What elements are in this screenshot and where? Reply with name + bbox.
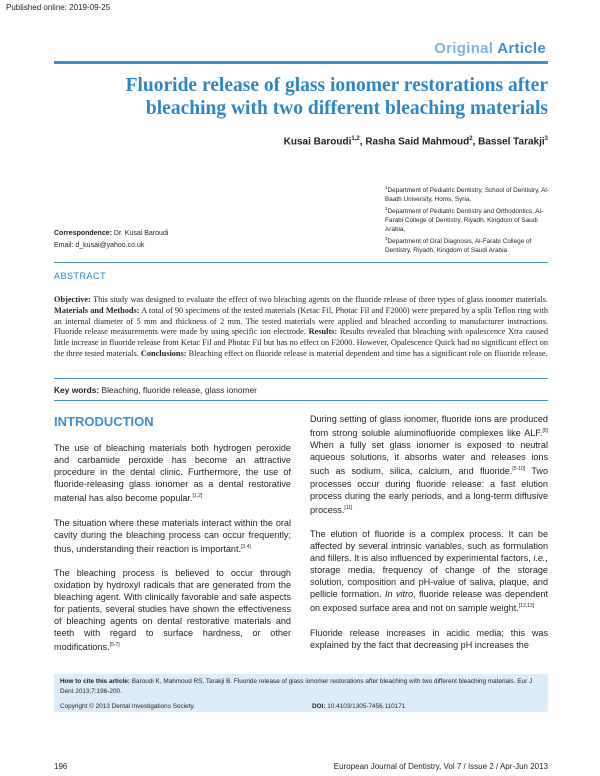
correspondence-name: Dr. Kusai Baroudi [113, 230, 169, 237]
affiliation-text: Department of Pediatric Dentistry and Orthodontics, Al-Farabi College of Dentistry, Riyadh, Kingdom of Saudi Arabia, [385, 208, 544, 233]
affiliation-item [385, 235, 555, 256]
affiliation-item [385, 205, 555, 235]
section-label [434, 40, 546, 57]
keywords-label: Key words: [54, 385, 100, 395]
paragraph-text: The use of bleaching materials both hydrogen peroxide and carbamide peroxide has become an attractive procedure in the dental clinic. Furthermore, the use of fluoride-releasing glass ionomer as a dental restorative material has also become popular. [54, 443, 291, 504]
journal-footer: European Journal of Dentistry, Vol 7 / Issue 2 / Apr-Jun 2013 [333, 762, 548, 771]
article-title: Fluoride release of glass ionomer restorations after bleaching with two different bleaching materials [125, 75, 548, 119]
citation-ref[interactable]: [5] [542, 428, 548, 435]
citation-ref[interactable]: [1,2] [192, 493, 203, 500]
author-sup: 1,2 [351, 136, 360, 142]
results-text: Results revealed that bleaching with opalescence Xtra caused little increase in fluoride release from Ketac Fil and Photac Fil but has no effect on F2000. However, Opalescence Quick had no significant effect on the three tested materials. [54, 327, 549, 358]
paragraph-text: , fluoride release was dependent on exposed surface area and not on sample weight. [310, 589, 548, 614]
doi-value[interactable]: 10.4103/1305-7456.110171 [327, 703, 406, 710]
citation-ref[interactable]: [12,13] [518, 603, 535, 610]
page-number: 196 [54, 762, 68, 771]
affiliation-sup: 1 [385, 185, 388, 190]
author-name: Bassel Tarakji [478, 136, 545, 148]
right-column [310, 413, 548, 663]
paragraph-text: storage media, frequency of change of the storage solution, composition and pH-value of saliva, plaque, and pellicle formation. [310, 565, 548, 600]
author-name: Rasha Said Mahmoud [365, 136, 470, 148]
methods-text: A total of 90 specimens of the tested materials (Ketac Fil, Photac Fil and F2000) were prepared by a split Teflon ring with an internal diameter of 5 mm and thickness of 2 mm. The tested materials were applied and bleached according to manufacturer instructions. Fluoride release measurements were made by using specific ion electrode. [54, 305, 548, 337]
affiliations [385, 184, 555, 256]
keywords-text: Bleaching, fluoride release, glass ionomer [101, 385, 257, 395]
paragraph-text: The bleaching process is believed to occur through oxidation by hydroxyl radicals that are generated from the bleaching agent. With clinically favorable and safe aspects for patients, several studies have shown the effectiveness of bleaching agents on dental restorative materials and teeth with regard to surface hardness, or other modifications. [54, 567, 291, 653]
correspondence-line [54, 228, 254, 240]
correspondence [54, 228, 254, 252]
abstract-body [54, 295, 548, 360]
citation-ref[interactable]: [11] [344, 504, 353, 511]
paragraph [310, 528, 548, 615]
paragraph [54, 517, 291, 555]
author-list: Kusai Baroudi$^{1,2}$, Rasha Said Mahmoud$^2$, Bassel Tarakji$^3$ [283, 136, 548, 148]
author-name: Kusai Baroudi [283, 136, 352, 148]
paragraph: Fluoride release increases in acidic media; this was explained by the fact that decreasing pH increases the [310, 627, 548, 650]
conclusions-text: Bleaching effect on fluoride release is material dependent and time has a significant role on fluoride release. [188, 348, 548, 358]
affiliation-text: Department of Oral Diagnosis, Al-Farabi College of Dentistry, Riyadh, Kingdom of Saudi Arabia [385, 237, 532, 254]
section-label-word2: Article [497, 40, 546, 57]
copyright: Copyright © 2013 Dental Investigations Society. [60, 703, 195, 710]
how-to-cite-label: How to cite this article: [60, 678, 130, 685]
paragraph [54, 442, 291, 505]
methods-label: Materials and Methods: [54, 305, 140, 315]
how-to-cite [60, 677, 544, 697]
citation-ref[interactable]: [3,4] [241, 543, 251, 550]
paragraph-text: Two processes occur during fluoride release: a fast elution process during the early periods, and a long-term diffusive process. [310, 466, 548, 515]
objective-text: This study was designed to evaluate the effect of two bleaching agents on the fluoride release of three types of glass ionomer materials. [93, 295, 548, 304]
introduction-heading: INTRODUCTION [54, 414, 154, 429]
paragraph-text: The situation where these materials interact within the oral cavity during the bleaching process can occur frequently; thus, understanding their reaction is important. [54, 517, 291, 554]
keywords [54, 385, 257, 395]
published-date: Published online: 2019-09-25 [6, 3, 111, 12]
divider [54, 262, 548, 263]
correspondence-email[interactable]: Email: d_kusai@yahoo.co.uk [54, 242, 145, 249]
doi [312, 703, 405, 710]
affiliation-sup: 3 [385, 235, 388, 241]
paragraph-text: During setting of glass ionomer, fluoride ions are produced from strong soluble aluminofluoride complexes like ALF. [310, 414, 548, 439]
header-rule [54, 61, 548, 64]
correspondence-label: Correspondence: [54, 230, 112, 237]
divider [54, 378, 548, 379]
italic-text: In vitro [385, 589, 414, 600]
citation-ref[interactable]: [5-10] [512, 466, 526, 473]
paragraph [310, 413, 548, 516]
author-sup: 3 [544, 136, 548, 142]
italic-text: i.e., [533, 553, 548, 564]
conclusions-label: Conclusions: [140, 348, 187, 358]
affiliation-item [385, 184, 555, 205]
affiliation-text: Department of Pediatric Dentistry, School of Dentistry, Al-Baath University, Homs, Syria, [385, 187, 549, 204]
abstract-heading: ABSTRACT [54, 271, 107, 281]
results-label: Results: [308, 327, 338, 337]
paragraph-text: When a fully set glass ionomer is exposed to neutral aqueous solutions, it absorbs water and releases ions such as sodium, silica, calcium, and fluoride. [310, 440, 548, 477]
author-sup: 2 [469, 136, 473, 142]
divider [54, 400, 548, 401]
affiliation-sup: 2 [385, 205, 388, 211]
doi-label: DOI: [312, 703, 326, 710]
how-to-cite-text: Baroudi K, Mahmoud RS, Tarakji B. Fluoride release of glass ionomer restorations after bleaching with two different bleaching materials. Eur J Dent 2013;7:196-200. [60, 678, 533, 695]
objective-label: Objective: [54, 295, 91, 304]
section-label-word1: Original [434, 40, 494, 57]
paragraph [54, 567, 291, 654]
paragraph-text: The elution of fluoride is a complex process. It can be affected by several intrinsic variables, such as formulation and fillers. It is also influenced by experimental factors, [310, 528, 548, 564]
left-column [54, 442, 291, 666]
citation-ref[interactable]: [5-7] [109, 642, 120, 649]
